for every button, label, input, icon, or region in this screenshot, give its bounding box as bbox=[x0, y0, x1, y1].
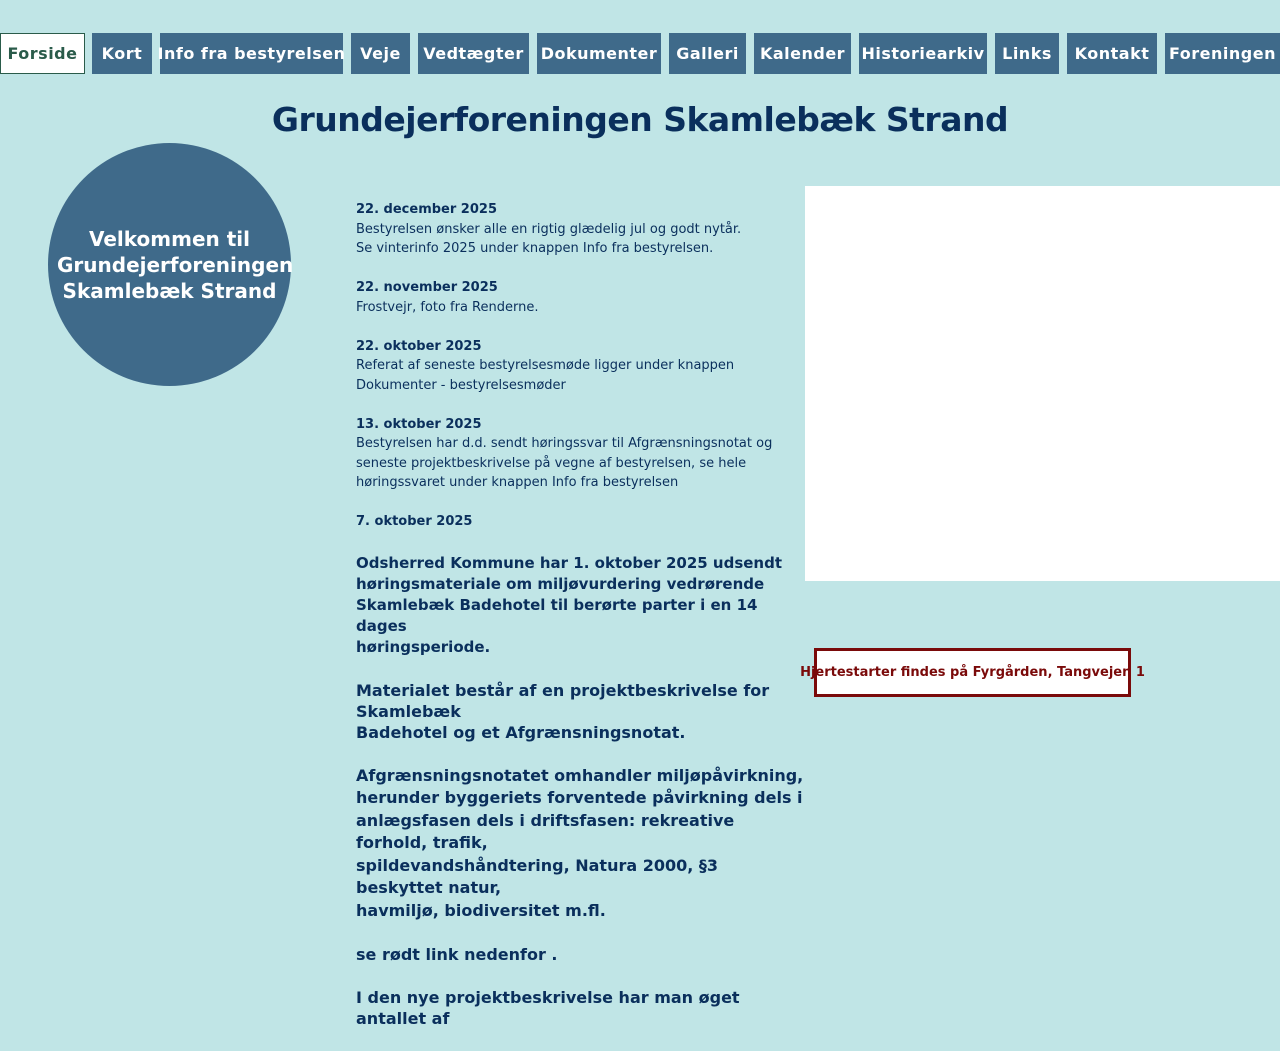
news-text: Bestyrelsen har d.d. sendt høringssvar til Afgrænsningsnotat og seneste projektbeskrivelse på vegne af bestyrelsen, se hele høringssvaret under knappen Info fra bestyrelsen bbox=[356, 434, 806, 493]
news-paragraph: Materialet består af en projektbeskrivelse for Skamlebæk Badehotel og et Afgrænsningsnotat. bbox=[356, 680, 806, 743]
nav-foreningen[interactable]: Foreningen bbox=[1165, 33, 1280, 74]
news-text: Bestyrelsen ønsker alle en rigtig glædelig jul og godt nytår. Se vinterinfo 2025 under knappen Info fra bestyrelsen. bbox=[356, 220, 806, 259]
news-body bbox=[356, 532, 806, 1051]
nav-links[interactable]: Links bbox=[995, 33, 1059, 74]
red-link-note: se rødt link nedenfor . bbox=[356, 944, 806, 965]
news-item bbox=[356, 337, 806, 396]
news-item bbox=[356, 278, 806, 317]
nav-info-fra-bestyrelsen[interactable]: Info fra bestyrelsen bbox=[160, 33, 343, 74]
news-date: 22. december 2025 bbox=[356, 200, 806, 220]
nav-historiearkiv[interactable]: Historiearkiv bbox=[859, 33, 987, 74]
nav-kontakt[interactable]: Kontakt bbox=[1067, 33, 1157, 74]
site-title: Grundejerforeningen Skamlebæk Strand bbox=[0, 100, 1280, 139]
news-item bbox=[356, 512, 806, 1051]
news-date: 13. oktober 2025 bbox=[356, 415, 806, 435]
defibrillator-notice-text: Hjertestarter findes på Fyrgården, Tangvejen 1 bbox=[800, 665, 1145, 680]
news-date: 22. november 2025 bbox=[356, 278, 806, 298]
news-paragraph: I den nye projektbeskrivelse har man øget antallet af bbox=[356, 987, 806, 1029]
nav-vedtaegter[interactable]: Vedtægter bbox=[418, 33, 529, 74]
news-text: Referat af seneste bestyrelsesmøde ligger under knappen Dokumenter - bestyrelsesmøder bbox=[356, 356, 806, 395]
nav-kalender[interactable]: Kalender bbox=[754, 33, 851, 74]
welcome-text: Velkommen til Grundejerforeningen Skamlebæk Strand bbox=[57, 226, 282, 304]
nav-veje[interactable]: Veje bbox=[351, 33, 410, 74]
nav-galleri[interactable]: Galleri bbox=[669, 33, 746, 74]
media-embed[interactable] bbox=[805, 186, 1280, 581]
news-list bbox=[356, 200, 806, 1051]
news-item bbox=[356, 415, 806, 493]
news-item bbox=[356, 200, 806, 259]
news-date: 7. oktober 2025 bbox=[356, 512, 806, 532]
news-paragraph: Afgrænsningsnotatet omhandler miljøpåvirkning, herunder byggeriets forventede påvirkning dels i anlægsfasen dels i driftsfasen: rekreative forhold, trafik, spildevandshåndtering, Natura 2000, §3 beskyttet natur, havmiljø, biodiversitet m.fl. bbox=[356, 765, 806, 923]
welcome-circle bbox=[48, 143, 291, 386]
news-paragraph: Odsherred Kommune har 1. oktober 2025 udsendt høringsmateriale om miljøvurdering vedrørende Skamlebæk Badehotel til berørte parter i en 14 dages høringsperiode. bbox=[356, 553, 806, 658]
nav-forside[interactable]: Forside bbox=[0, 33, 85, 74]
news-text: Frostvejr, foto fra Renderne. bbox=[356, 298, 806, 318]
main-nav bbox=[0, 33, 1280, 74]
nav-kort[interactable]: Kort bbox=[92, 33, 152, 74]
news-date: 22. oktober 2025 bbox=[356, 337, 806, 357]
nav-dokumenter[interactable]: Dokumenter bbox=[537, 33, 661, 74]
defibrillator-notice[interactable] bbox=[814, 648, 1131, 697]
